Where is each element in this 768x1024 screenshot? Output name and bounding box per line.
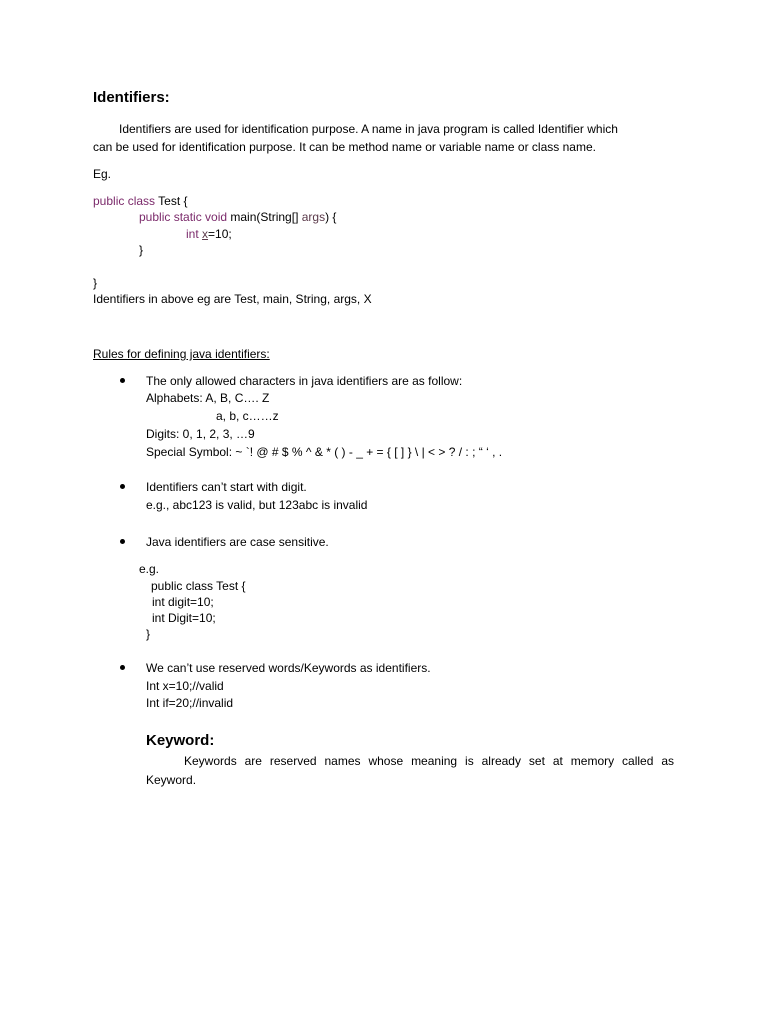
intro-line-1: Identifiers are used for identification purpose. A name in java program is called Identifier which xyxy=(119,122,618,136)
code-keyword: int xyxy=(186,227,199,241)
heading-keyword: Keyword: xyxy=(146,732,215,749)
code-line-4: } xyxy=(139,243,144,257)
bullet-icon xyxy=(120,665,125,670)
rule4-example-2: Int if=20;//invalid xyxy=(146,696,234,710)
identifiers-list: Identifiers in above eg are Test, main, String, args, X xyxy=(93,292,372,306)
rule3-code-3: int Digit=10; xyxy=(152,611,216,625)
code-line-2 xyxy=(139,209,336,225)
code-line-5: } xyxy=(93,276,98,290)
intro-line-2: can be used for identification purpose. It can be method name or variable name or class name. xyxy=(93,140,596,154)
code-var: x xyxy=(202,227,209,241)
rule3-code-1: public class Test { xyxy=(151,579,246,593)
code-line-1 xyxy=(93,193,188,209)
code-keyword: public static void xyxy=(139,210,228,224)
keyword-line-1: Keywords are reserved names whose meaning is already set at memory called as xyxy=(184,754,674,768)
rule4-example-1: Int x=10;//valid xyxy=(146,679,224,693)
code-text: =10; xyxy=(208,227,232,241)
eg-label: Eg. xyxy=(93,167,112,181)
rule4-title: We can’t use reserved words/Keywords as identifiers. xyxy=(146,661,431,675)
keyword-line-2: Keyword. xyxy=(146,773,197,787)
code-keyword: public class xyxy=(93,194,156,208)
rule3-code-2: int digit=10; xyxy=(152,595,214,609)
rule2-example: e.g., abc123 is valid, but 123abc is invalid xyxy=(146,498,368,512)
bullet-icon xyxy=(120,484,125,489)
rule1-alphabets-lower: a, b, c……z xyxy=(216,409,279,423)
code-line-3 xyxy=(186,226,232,242)
bullet-icon xyxy=(120,539,125,544)
bullet-icon xyxy=(120,378,125,383)
code-arg: args xyxy=(301,210,326,224)
rule3-eg: e.g. xyxy=(139,562,160,576)
heading-identifiers: Identifiers: xyxy=(93,89,170,106)
rule1-special: Special Symbol: ~ `! @ # $ % ^ & * ( ) - _ + = { [ ] } \ | < > ? / : ; “ ‘ , . xyxy=(146,445,503,459)
rule2-title: Identifiers can’t start with digit. xyxy=(146,480,307,494)
rule1-alphabets-upper: Alphabets: A, B, C…. Z xyxy=(146,391,270,405)
rule1-digits: Digits: 0, 1, 2, 3, …9 xyxy=(146,427,255,441)
code-text: Test { xyxy=(155,194,188,208)
code-text: main(String[] xyxy=(227,210,302,224)
rule3-title: Java identifiers are case sensitive. xyxy=(146,535,329,549)
rule3-code-4: } xyxy=(146,627,151,641)
rule1-title: The only allowed characters in java identifiers are as follow: xyxy=(146,374,463,388)
rules-heading: Rules for defining java identifiers: xyxy=(93,347,270,361)
code-text: ) { xyxy=(325,210,337,224)
